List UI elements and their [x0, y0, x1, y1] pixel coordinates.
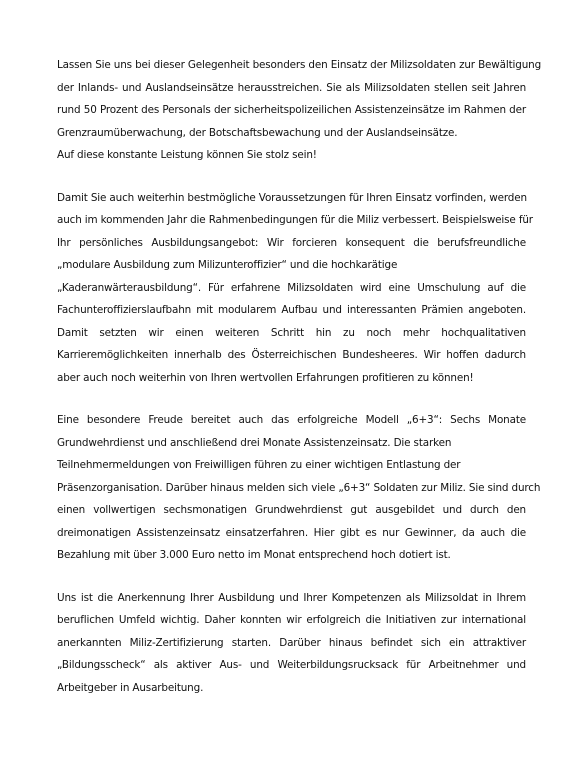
- text-line: Eine besondere Freude bereitet auch das erfolgreiche Modell „6+3“: Sechs Monate: [57, 414, 526, 426]
- text-line: Lassen Sie uns bei dieser Gelegenheit besonders den Einsatz der Milizsoldaten zur Bewältigung: [57, 59, 542, 71]
- text-line: Damit setzten wir einen weiteren Schritt hin zu noch mehr hochqualitativen: [57, 326, 526, 339]
- text-line: Präsenzorganisation. Darüber hinaus melden sich viele „6+3“ Soldaten zur Miliz. Sie sind durch: [57, 481, 541, 494]
- text-line: Uns ist die Anerkennung Ihrer Ausbildung und Ihrer Kompetenzen als Milizsoldat in Ihrem: [57, 591, 526, 604]
- text-line: Ihr persönliches Ausbildungsangebot: Wir forcieren konsequent die berufsfreundliche: [57, 236, 526, 249]
- text-line: der Inlands- und Auslandseinsätze herausstreichen. Sie als Milizsoldaten stellen seit Jahren: [57, 81, 526, 94]
- text-line: einen vollwertigen sechsmonatigen Grundwehrdienst gut ausgebildet und durch den: [57, 504, 526, 516]
- text-line: dreimonatigen Assistenzeinsatz einsatzerfahren. Hier gibt es nur Gewinner, da auch die: [57, 526, 526, 539]
- text-line: „Bildungsscheck“ als aktiver Aus- und Weiterbildungsrucksack für Arbeitnehmer und: [57, 659, 526, 671]
- paragraph-2: [57, 187, 533, 390]
- text-line: „modulare Ausbildung zum Milizunteroffizier“ und die hochkarätige: [57, 259, 398, 271]
- text-line: auch im kommenden Jahr die Rahmenbedingungen für die Miliz verbessert. Beispielsweise für: [57, 214, 533, 226]
- text-line: Damit Sie auch weiterhin bestmögliche Voraussetzungen für Ihren Einsatz vorfinden, werden: [57, 191, 527, 204]
- text-line: Fachunteroffizierslaufbahn mit modularem Aufbau und interessanten Prämien angeboten.: [57, 304, 526, 316]
- paragraph-1: [57, 54, 542, 167]
- text-line: beruflichen Umfeld wichtig. Daher konnten wir erfolgreich die Initiativen zur international: [57, 614, 526, 626]
- text-line: Grenzraumüberwachung, der Botschaftsbewachung und der Auslandseinsätze.: [57, 126, 458, 139]
- text-line: Arbeitgeber in Ausarbeitung.: [57, 681, 204, 694]
- paragraph-3: [57, 409, 541, 567]
- text-line: aber auch noch weiterhin von Ihren wertvollen Erfahrungen profitieren zu können!: [57, 371, 474, 384]
- text-line: „Kaderanwärterausbildung“. Für erfahrene Milizsoldaten wird eine Umschulung auf die: [57, 281, 526, 294]
- text-line: Karrieremöglichkeiten innerhalb des Österreichischen Bundesheeres. Wir hoffen dadurch: [57, 349, 526, 361]
- text-line: anerkannten Miliz-Zertifizierung starten. Darüber hinaus befindet sich ein attraktiver: [57, 636, 526, 649]
- text-line: Auf diese konstante Leistung können Sie stolz sein!: [57, 149, 317, 161]
- text-line: Teilnehmermeldungen von Freiwilligen führen zu einer wichtigen Entlastung der: [57, 459, 461, 471]
- paragraph-4: [57, 587, 526, 700]
- text-line: rund 50 Prozent des Personals der sicherheitspolizeilichen Assistenzeinsätze im Rahmen der: [57, 104, 526, 116]
- text-line: Bezahlung mit über 3.000 Euro netto im Monat entsprechend hoch dotiert ist.: [57, 549, 451, 561]
- document-page: [57, 54, 542, 719]
- text-line: Grundwehrdienst und anschließend drei Monate Assistenzeinsatz. Die starken: [57, 436, 452, 449]
